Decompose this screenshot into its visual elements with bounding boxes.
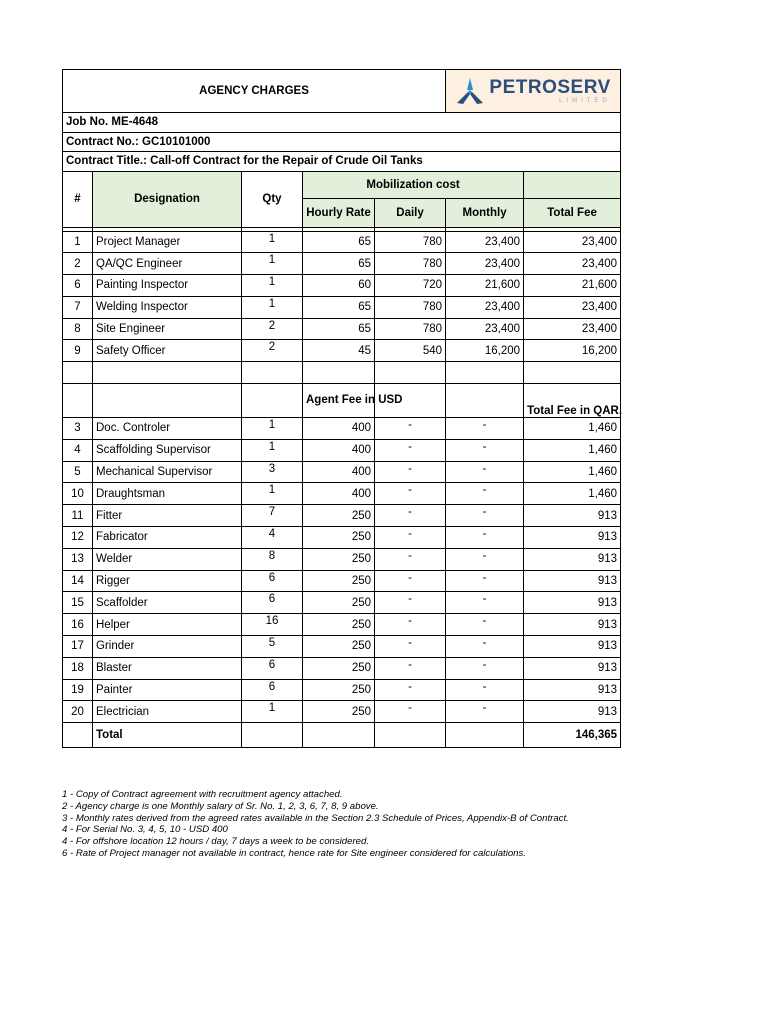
job-number: Job No. ME-4648 bbox=[63, 113, 621, 133]
blank-row bbox=[63, 362, 621, 384]
row-designation: Grinder bbox=[93, 636, 242, 658]
row-monthly: 23,400 bbox=[446, 253, 524, 275]
row-designation: Mechanical Supervisor bbox=[93, 461, 242, 483]
row-qty: 1 bbox=[242, 296, 303, 318]
blank-cell bbox=[93, 384, 242, 418]
row-monthly: - bbox=[446, 548, 524, 570]
row-hourly-rate: 65 bbox=[303, 253, 375, 275]
row-qty: 5 bbox=[242, 636, 303, 658]
row-total-fee: 913 bbox=[524, 505, 621, 527]
subheader-row bbox=[63, 384, 621, 418]
table-row bbox=[63, 592, 621, 614]
header-monthly: Monthly bbox=[446, 198, 524, 227]
row-qty: 1 bbox=[242, 418, 303, 440]
header-daily: Daily bbox=[375, 198, 446, 227]
row-monthly: - bbox=[446, 701, 524, 723]
row-agent-fee: 250 bbox=[303, 614, 375, 636]
row-total-fee: 913 bbox=[524, 701, 621, 723]
row-monthly: 23,400 bbox=[446, 318, 524, 340]
total-label: Total bbox=[93, 723, 242, 748]
contract-title: Contract Title.: Call-off Contract for the Repair of Crude Oil Tanks bbox=[63, 152, 621, 172]
row-designation: Welding Inspector bbox=[93, 296, 242, 318]
row-monthly: - bbox=[446, 614, 524, 636]
row-daily: 720 bbox=[375, 275, 446, 297]
row-monthly: - bbox=[446, 570, 524, 592]
row-monthly: - bbox=[446, 461, 524, 483]
row-agent-fee: 400 bbox=[303, 461, 375, 483]
row-number: 11 bbox=[63, 505, 93, 527]
table-row bbox=[63, 231, 621, 253]
row-number: 19 bbox=[63, 679, 93, 701]
row-monthly: - bbox=[446, 527, 524, 549]
row-number: 9 bbox=[63, 340, 93, 362]
row-number: 1 bbox=[63, 231, 93, 253]
row-qty: 1 bbox=[242, 439, 303, 461]
table-row bbox=[63, 296, 621, 318]
row-hourly-rate: 45 bbox=[303, 340, 375, 362]
table-row bbox=[63, 483, 621, 505]
row-number: 4 bbox=[63, 439, 93, 461]
row-agent-fee: 250 bbox=[303, 701, 375, 723]
blank-cell bbox=[375, 362, 446, 384]
row-qty: 8 bbox=[242, 548, 303, 570]
row-number: 18 bbox=[63, 657, 93, 679]
row-qty: 1 bbox=[242, 231, 303, 253]
footnote: 3 - Monthly rates derived from the agreed rates available in the Section 2.3 Schedule of Prices, Appendix-B of Contract. bbox=[62, 812, 569, 824]
row-number: 12 bbox=[63, 527, 93, 549]
table-row bbox=[63, 657, 621, 679]
logo-name: PETROSERV bbox=[489, 77, 611, 98]
row-designation: Rigger bbox=[93, 570, 242, 592]
row-total-fee: 913 bbox=[524, 527, 621, 549]
row-total-fee: 23,400 bbox=[524, 231, 621, 253]
blank-cell bbox=[63, 362, 93, 384]
table-row bbox=[63, 418, 621, 440]
row-total-fee: 913 bbox=[524, 657, 621, 679]
row-daily: - bbox=[375, 527, 446, 549]
row-designation: Project Manager bbox=[93, 231, 242, 253]
row-qty: 2 bbox=[242, 318, 303, 340]
row-daily: - bbox=[375, 592, 446, 614]
row-designation: Fabricator bbox=[93, 527, 242, 549]
blank-cell bbox=[303, 723, 375, 748]
row-daily: - bbox=[375, 505, 446, 527]
row-qty: 6 bbox=[242, 657, 303, 679]
row-qty: 1 bbox=[242, 253, 303, 275]
row-designation: Helper bbox=[93, 614, 242, 636]
blank-cell bbox=[524, 362, 621, 384]
header-hourly-rate: Hourly Rate bbox=[303, 198, 375, 227]
blank-cell bbox=[446, 723, 524, 748]
row-agent-fee: 250 bbox=[303, 636, 375, 658]
row-daily: - bbox=[375, 636, 446, 658]
row-daily: - bbox=[375, 701, 446, 723]
row-designation: Electrician bbox=[93, 701, 242, 723]
blank-cell bbox=[446, 384, 524, 418]
row-designation: Draughtsman bbox=[93, 483, 242, 505]
row-monthly: - bbox=[446, 418, 524, 440]
row-number: 2 bbox=[63, 253, 93, 275]
row-total-fee: 913 bbox=[524, 570, 621, 592]
blank-cell bbox=[446, 362, 524, 384]
row-designation: Welder bbox=[93, 548, 242, 570]
row-daily: 780 bbox=[375, 253, 446, 275]
job-no-row bbox=[63, 113, 621, 133]
row-agent-fee: 250 bbox=[303, 505, 375, 527]
header-qty: Qty bbox=[242, 171, 303, 227]
row-designation: Doc. Controler bbox=[93, 418, 242, 440]
row-agent-fee: 250 bbox=[303, 548, 375, 570]
blank-cell bbox=[375, 723, 446, 748]
row-monthly: 23,400 bbox=[446, 296, 524, 318]
contract-no-row bbox=[63, 132, 621, 152]
logo-subtitle: LIMITED bbox=[559, 98, 611, 104]
row-designation: Painter bbox=[93, 679, 242, 701]
row-total-fee: 16,200 bbox=[524, 340, 621, 362]
row-qty: 1 bbox=[242, 701, 303, 723]
header-mobilization-cost: Mobilization cost bbox=[303, 171, 524, 198]
row-total-fee: 913 bbox=[524, 548, 621, 570]
row-total-fee: 23,400 bbox=[524, 253, 621, 275]
agency-charges-sheet bbox=[62, 69, 623, 748]
row-agent-fee: 250 bbox=[303, 657, 375, 679]
header-total-fee-qar: Total Fee in QAR. bbox=[524, 384, 621, 418]
row-designation: QA/QC Engineer bbox=[93, 253, 242, 275]
header-designation: Designation bbox=[93, 171, 242, 227]
row-total-fee: 913 bbox=[524, 592, 621, 614]
petroserv-logo-icon bbox=[455, 77, 485, 105]
blank-cell bbox=[303, 362, 375, 384]
row-number: 16 bbox=[63, 614, 93, 636]
row-qty: 1 bbox=[242, 275, 303, 297]
footnotes bbox=[62, 789, 662, 860]
row-monthly: 23,400 bbox=[446, 231, 524, 253]
row-total-fee: 913 bbox=[524, 636, 621, 658]
page-title: AGENCY CHARGES bbox=[63, 70, 446, 113]
row-total-fee: 21,600 bbox=[524, 275, 621, 297]
row-qty: 6 bbox=[242, 592, 303, 614]
blank-cell bbox=[63, 384, 93, 418]
table-row bbox=[63, 701, 621, 723]
table-row bbox=[63, 275, 621, 297]
row-daily: 780 bbox=[375, 318, 446, 340]
header-blank bbox=[524, 171, 621, 198]
row-total-fee: 23,400 bbox=[524, 318, 621, 340]
table-row bbox=[63, 318, 621, 340]
table-row bbox=[63, 527, 621, 549]
row-hourly-rate: 65 bbox=[303, 296, 375, 318]
row-qty: 16 bbox=[242, 614, 303, 636]
row-number: 5 bbox=[63, 461, 93, 483]
row-designation: Safety Officer bbox=[93, 340, 242, 362]
row-monthly: - bbox=[446, 483, 524, 505]
row-qty: 1 bbox=[242, 483, 303, 505]
contract-title-row bbox=[63, 152, 621, 172]
row-monthly: 21,600 bbox=[446, 275, 524, 297]
row-total-fee: 1,460 bbox=[524, 439, 621, 461]
table-row bbox=[63, 340, 621, 362]
table-row bbox=[63, 439, 621, 461]
row-agent-fee: 250 bbox=[303, 527, 375, 549]
row-number: 8 bbox=[63, 318, 93, 340]
row-agent-fee: 250 bbox=[303, 570, 375, 592]
table-row bbox=[63, 679, 621, 701]
footnote: 1 - Copy of Contract agreement with recruitment agency attached. bbox=[62, 789, 343, 800]
footnote: 2 - Agency charge is one Monthly salary of Sr. No. 1, 2, 3, 6, 7, 8, 9 above. bbox=[62, 800, 379, 812]
table-row bbox=[63, 614, 621, 636]
row-daily: 780 bbox=[375, 296, 446, 318]
table-row bbox=[63, 570, 621, 592]
row-agent-fee: 400 bbox=[303, 483, 375, 505]
row-number: 17 bbox=[63, 636, 93, 658]
row-qty: 2 bbox=[242, 340, 303, 362]
footnote: 4 - For offshore location 12 hours / day, 7 days a week to be considered. bbox=[62, 836, 369, 848]
blank-cell bbox=[242, 384, 303, 418]
row-daily: - bbox=[375, 461, 446, 483]
row-monthly: - bbox=[446, 505, 524, 527]
row-daily: - bbox=[375, 614, 446, 636]
table-row bbox=[63, 253, 621, 275]
agency-charges-table bbox=[62, 69, 621, 748]
row-daily: - bbox=[375, 679, 446, 701]
row-number: 20 bbox=[63, 701, 93, 723]
row-total-fee: 1,460 bbox=[524, 418, 621, 440]
table-row bbox=[63, 636, 621, 658]
table-row bbox=[63, 461, 621, 483]
row-monthly: - bbox=[446, 679, 524, 701]
row-number: 15 bbox=[63, 592, 93, 614]
row-qty: 4 bbox=[242, 527, 303, 549]
total-row bbox=[63, 723, 621, 748]
title-row bbox=[63, 70, 621, 113]
header-agent-fee-usd: Agent Fee in USD bbox=[303, 384, 375, 418]
row-designation: Scaffolding Supervisor bbox=[93, 439, 242, 461]
blank-cell bbox=[242, 362, 303, 384]
row-agent-fee: 250 bbox=[303, 592, 375, 614]
row-designation: Painting Inspector bbox=[93, 275, 242, 297]
company-logo bbox=[446, 70, 621, 113]
header-total-fee: Total Fee bbox=[524, 198, 621, 227]
row-number: 14 bbox=[63, 570, 93, 592]
row-number: 10 bbox=[63, 483, 93, 505]
row-qty: 7 bbox=[242, 505, 303, 527]
row-monthly: - bbox=[446, 657, 524, 679]
contract-number: Contract No.: GC10101000 bbox=[63, 132, 621, 152]
table-row bbox=[63, 548, 621, 570]
blank-cell bbox=[93, 362, 242, 384]
row-agent-fee: 250 bbox=[303, 679, 375, 701]
row-total-fee: 1,460 bbox=[524, 483, 621, 505]
row-daily: - bbox=[375, 418, 446, 440]
total-value: 146,365 bbox=[524, 723, 621, 748]
row-monthly: - bbox=[446, 439, 524, 461]
footnote: 4 - For Serial No. 3, 4, 5, 10 - USD 400 bbox=[62, 824, 228, 836]
row-total-fee: 913 bbox=[524, 679, 621, 701]
row-number: 6 bbox=[63, 275, 93, 297]
row-daily: - bbox=[375, 548, 446, 570]
row-daily: - bbox=[375, 483, 446, 505]
row-qty: 3 bbox=[242, 461, 303, 483]
row-hourly-rate: 65 bbox=[303, 231, 375, 253]
row-number: 7 bbox=[63, 296, 93, 318]
row-qty: 6 bbox=[242, 570, 303, 592]
row-hourly-rate: 65 bbox=[303, 318, 375, 340]
row-monthly: - bbox=[446, 592, 524, 614]
blank-cell bbox=[242, 723, 303, 748]
footnote: 6 - Rate of Project manager not available in contract, hence rate for Site engineer considered for calculations. bbox=[62, 847, 526, 859]
blank-cell bbox=[63, 723, 93, 748]
row-daily: 540 bbox=[375, 340, 446, 362]
row-monthly: - bbox=[446, 636, 524, 658]
row-total-fee: 913 bbox=[524, 614, 621, 636]
row-agent-fee: 400 bbox=[303, 418, 375, 440]
row-daily: - bbox=[375, 657, 446, 679]
header-number: # bbox=[63, 171, 93, 227]
row-designation: Site Engineer bbox=[93, 318, 242, 340]
table-row bbox=[63, 505, 621, 527]
row-daily: 780 bbox=[375, 231, 446, 253]
row-monthly: 16,200 bbox=[446, 340, 524, 362]
row-designation: Fitter bbox=[93, 505, 242, 527]
row-total-fee: 1,460 bbox=[524, 461, 621, 483]
header-row-1 bbox=[63, 171, 621, 198]
row-designation: Scaffolder bbox=[93, 592, 242, 614]
row-designation: Blaster bbox=[93, 657, 242, 679]
row-agent-fee: 400 bbox=[303, 439, 375, 461]
row-hourly-rate: 60 bbox=[303, 275, 375, 297]
row-number: 13 bbox=[63, 548, 93, 570]
row-number: 3 bbox=[63, 418, 93, 440]
row-qty: 6 bbox=[242, 679, 303, 701]
row-daily: - bbox=[375, 570, 446, 592]
row-daily: - bbox=[375, 439, 446, 461]
row-total-fee: 23,400 bbox=[524, 296, 621, 318]
